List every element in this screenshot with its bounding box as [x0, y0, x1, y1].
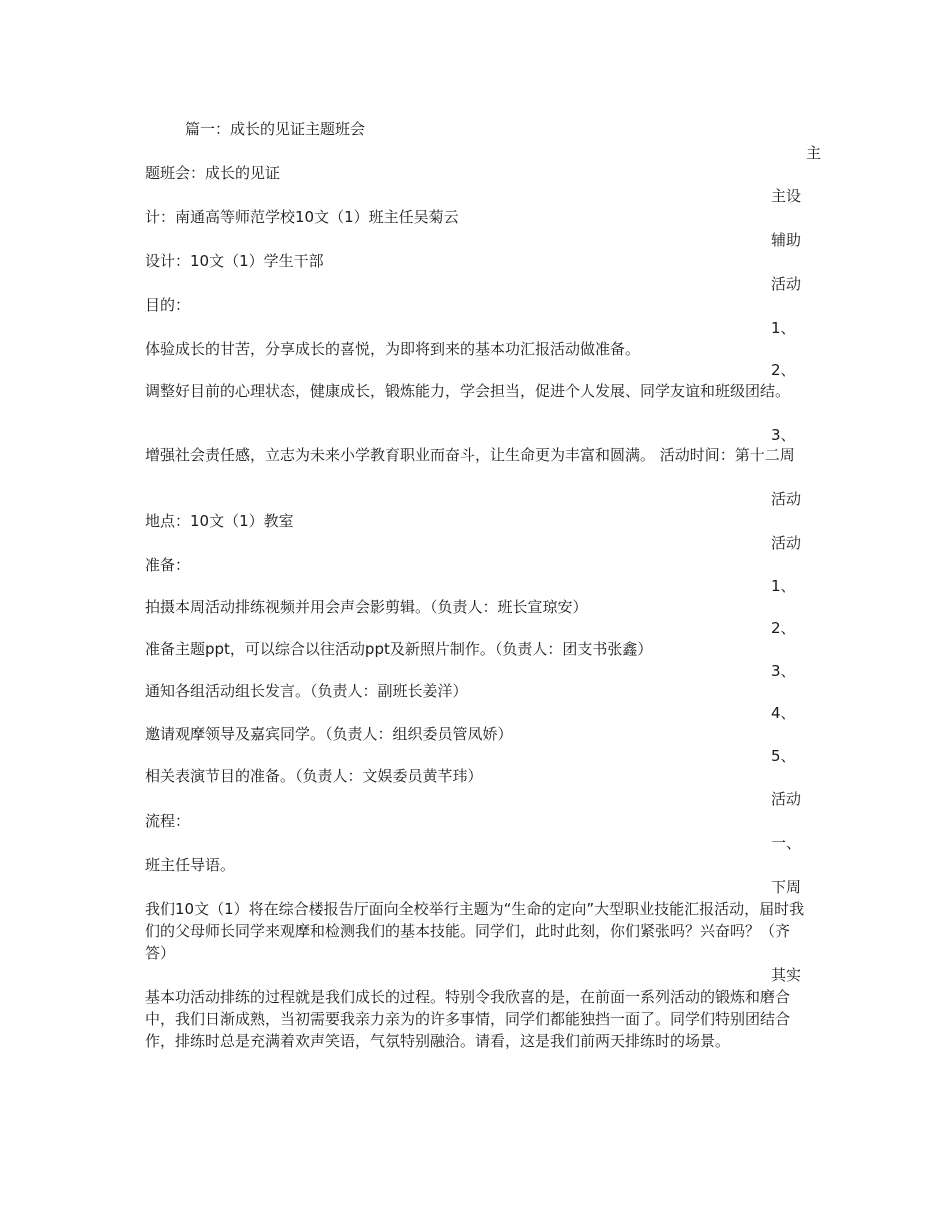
text-line: 目的： [145, 296, 191, 314]
text-line: 相关表演节目的准备。（负责人：文娱委员黄芊玮） [145, 767, 483, 785]
margin-fragment: 活动 [771, 275, 802, 293]
margin-fragment: 活动 [771, 534, 802, 552]
margin-fragment: 活动 [771, 490, 802, 508]
margin-fragment: 5、 [771, 747, 796, 765]
margin-fragment: 一、 [771, 834, 802, 852]
margin-fragment: 2、 [771, 619, 796, 637]
margin-fragment: 3、 [771, 662, 796, 680]
text-line: 班主任导语。 [145, 856, 236, 874]
margin-fragment: 1、 [771, 577, 796, 595]
margin-fragment: 下周 [771, 878, 802, 896]
text-line: 流程： [145, 812, 191, 830]
margin-fragment: 1、 [771, 319, 796, 337]
text-paragraph: 调整好目前的心理状态，健康成长，锻炼能力，学会担当，促进个人发展、同学友谊和班级团结。 [145, 382, 791, 400]
text-line: 邀请观摩领导及嘉宾同学。（负责人：组织委员管凤娇） [145, 725, 513, 743]
margin-fragment: 主 [806, 144, 822, 162]
margin-fragment: 辅助 [771, 231, 802, 249]
text-line: 设计：10文（1）学生干部 [145, 252, 324, 270]
text-line: 准备： [145, 556, 191, 574]
text-line: 体验成长的甘苦，分享成长的喜悦，为即将到来的基本功汇报活动做准备。 [145, 340, 641, 358]
margin-fragment: 3、 [771, 426, 796, 444]
text-line: 拍摄本周活动排练视频并用会声会影剪辑。（负责人：班长宣琼安） [145, 598, 588, 616]
text-paragraph: 我们10文（1）将在综合楼报告厅面向全校举行主题为“生命的定向”大型职业技能汇报活动，届时我们的父母师长同学来观摩和检测我们的基本技能。同学们，此时此刻，你们紧张吗？兴奋吗？（齐答） [145, 900, 805, 962]
margin-fragment: 2、 [771, 361, 796, 379]
text-paragraph: 增强社会责任感，立志为未来小学教育职业而奋斗，让生命更为丰富和圆满。 活动时间：第十二周 [145, 446, 795, 464]
text-line: 通知各组活动组长发言。（负责人：副班长姜洋） [145, 682, 468, 700]
margin-fragment: 主设 [771, 187, 802, 205]
margin-fragment: 其实 [771, 966, 802, 984]
text-line: 地点：10文（1）教室 [145, 512, 294, 530]
margin-fragment: 活动 [771, 790, 802, 808]
margin-fragment: 4、 [771, 704, 796, 722]
text-line: 题班会：成长的见证 [145, 164, 281, 182]
document-title: 篇一：成长的见证主题班会 [185, 120, 366, 138]
text-line: 计：南通高等师范学校10文（1）班主任吴菊云 [145, 208, 459, 226]
text-paragraph: 基本功活动排练的过程就是我们成长的过程。特别令我欣喜的是，在前面一系列活动的锻炼和磨合中，我们日渐成熟，当初需要我亲力亲为的许多事情，同学们都能独挡一面了。同学们特别团结合作，排练时总是充满着欢声笑语，气氛特别融洽。请看，这是我们前两天排练时的场景。 [145, 988, 791, 1050]
text-line: 准备主题ppt，可以综合以往活动ppt及新照片制作。（负责人：团支书张鑫） [145, 640, 653, 658]
